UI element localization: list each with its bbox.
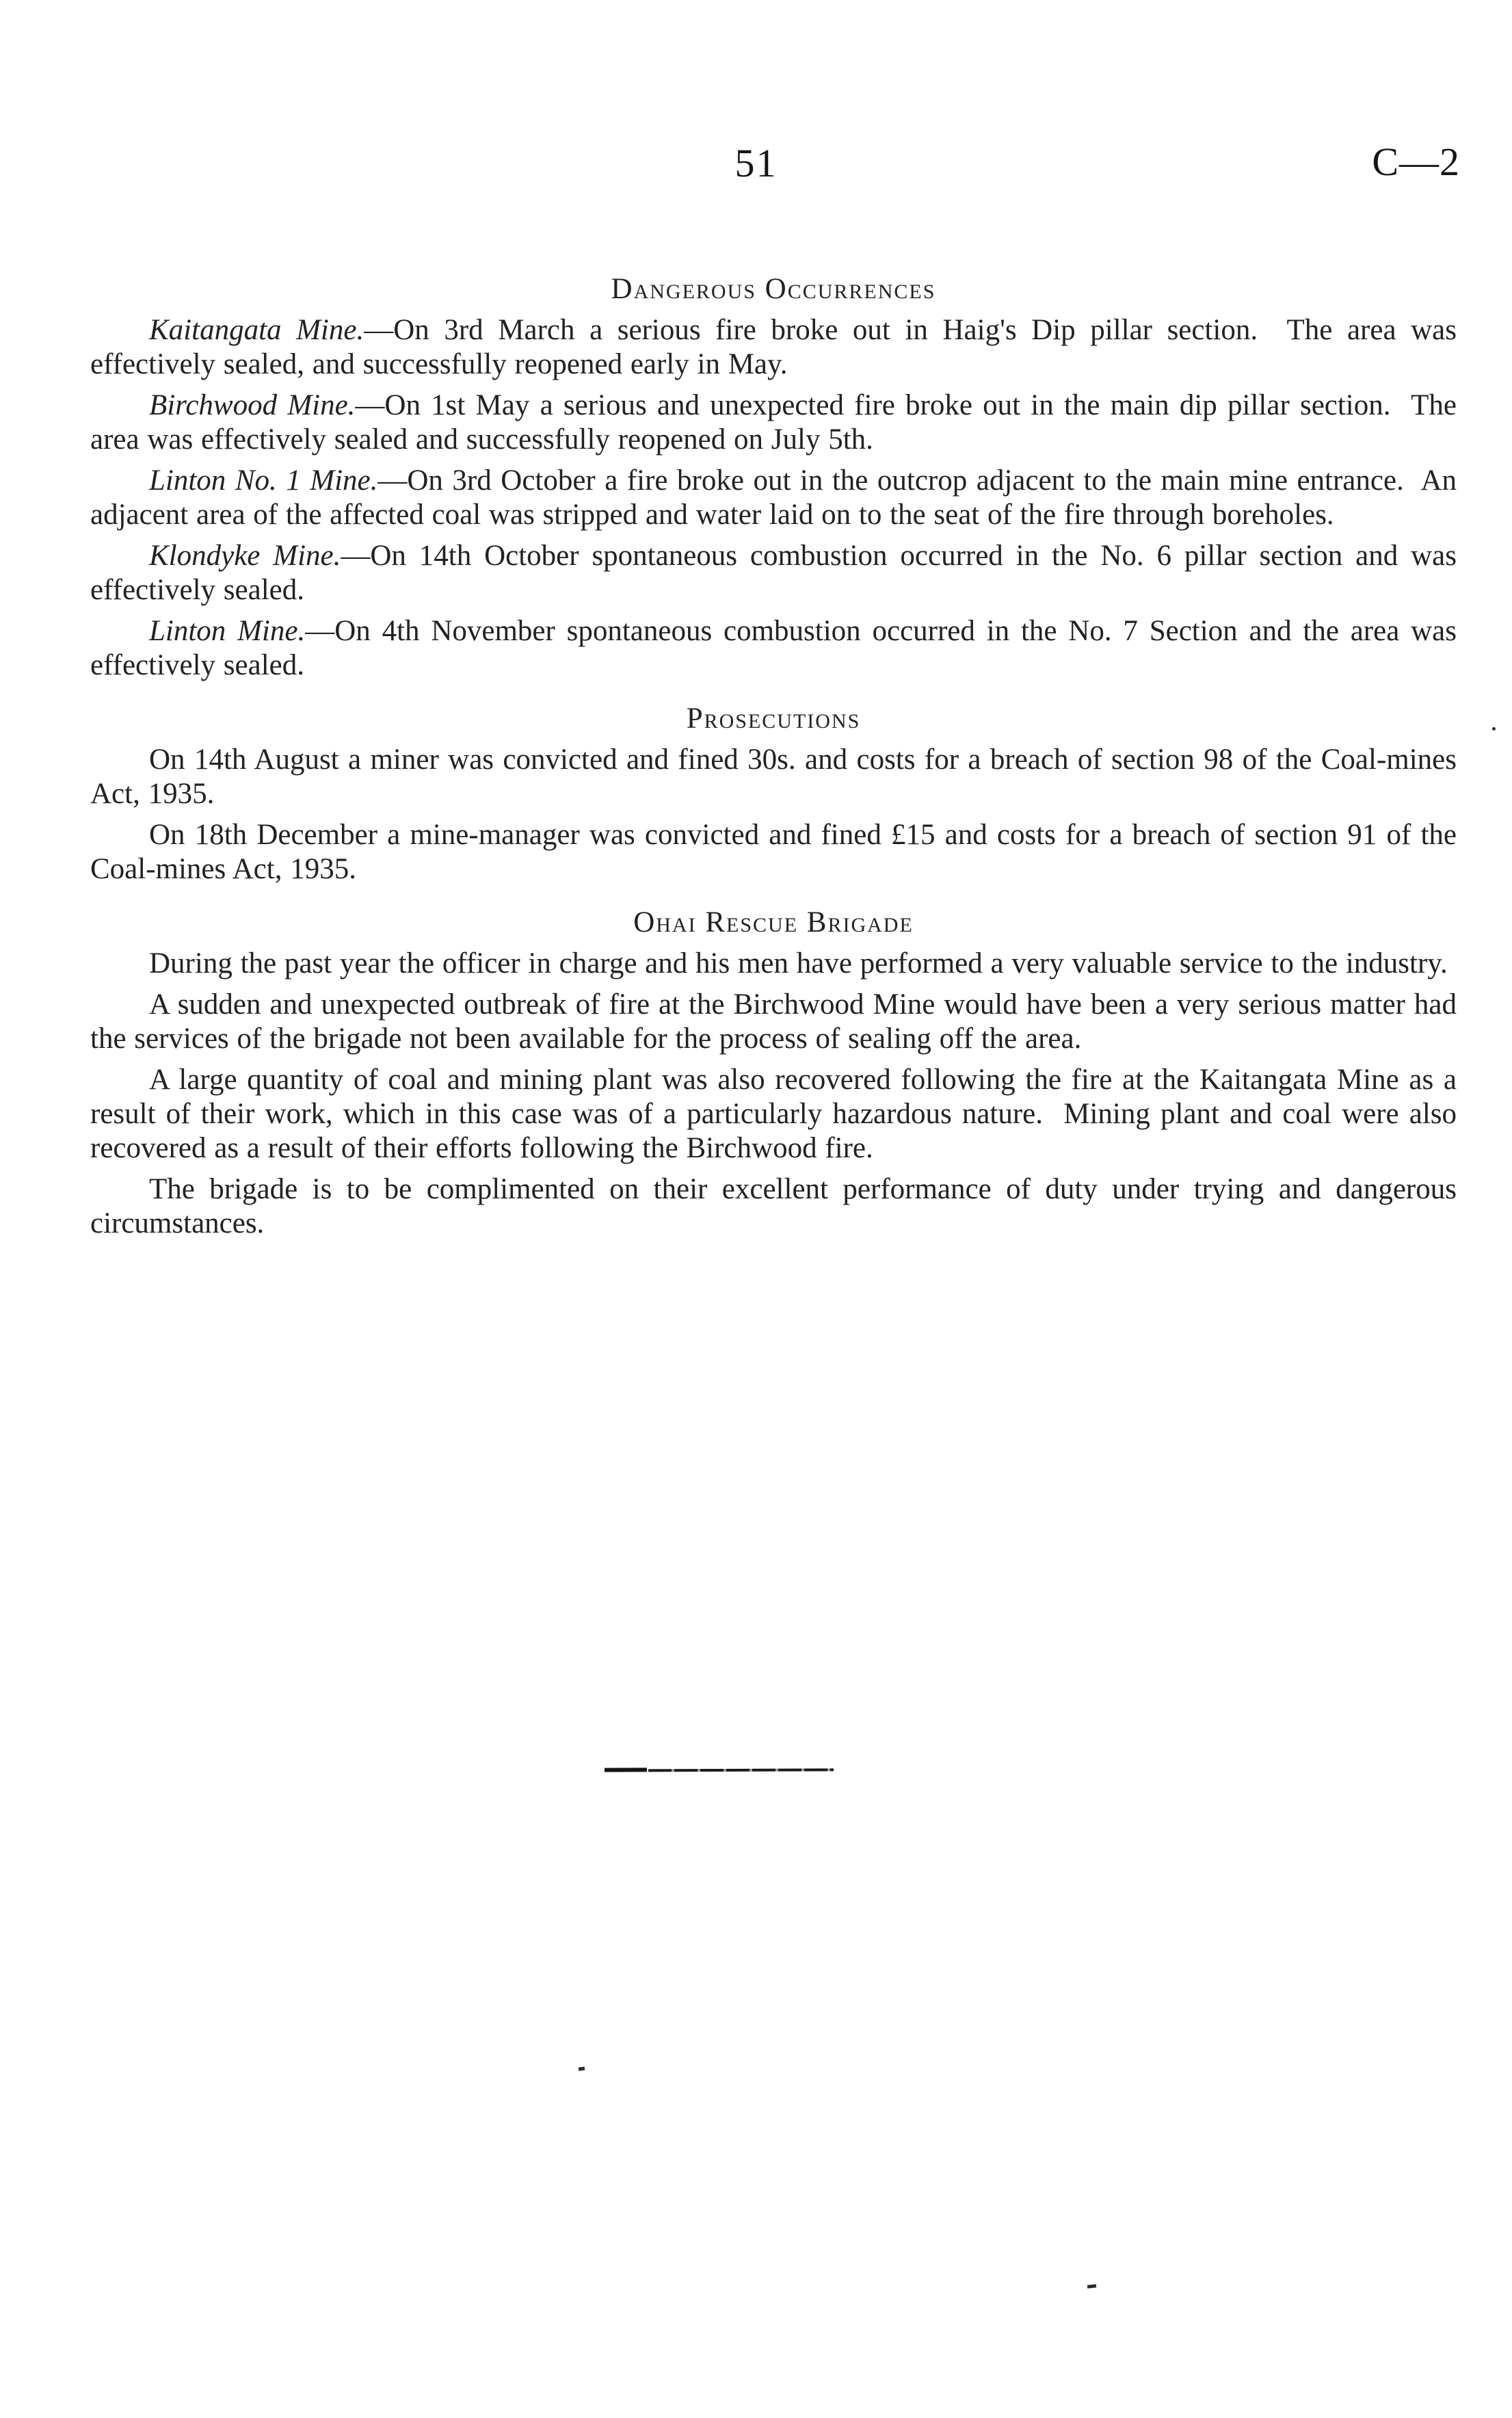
mine-name: Klondyke Mine.: [149, 540, 341, 572]
paragraph-prosecution-manager: [90, 818, 1465, 886]
paragraph-text: —On 3rd October a fire broke out in the outcrop adjacent to the main mine entrance. An adjacent area of the affected coal was stripped and water laid on to the seat of the fire through boreholes.: [90, 464, 1465, 531]
paragraph-prosecution-miner: [90, 743, 1463, 811]
rule-segment: [605, 1767, 647, 1772]
scan-speck: [1087, 2284, 1096, 2288]
paragraph-brigade-compliment: [90, 1172, 1465, 1241]
mine-name: Birchwood Mine.: [149, 389, 356, 421]
scan-speck: [579, 2066, 585, 2071]
paragraph-linton-no1-mine: [90, 464, 1465, 532]
paper-code: C—2: [1372, 140, 1460, 184]
document-body: [90, 253, 1465, 1241]
section-heading: Prosecutions: [686, 702, 861, 735]
section-dangerous-occurrences: [90, 272, 1465, 683]
paragraph-text: A sudden and unexpected outbreak of fire at the Birchwood Mine would have been a very serious matter had the services of the brigade not been available for the process of sealing off the area.: [90, 988, 1465, 1055]
paragraph-brigade-recovery: [90, 1063, 1465, 1166]
paragraph-text: During the past year the officer in charge and his men have performed a very valuable service to the industry.: [149, 947, 1448, 980]
paragraph-birchwood-mine: [90, 389, 1465, 457]
paragraph-text: —On 4th November spontaneous combustion occurred in the No. 7 Section and the area was effectively sealed.: [90, 615, 1465, 681]
paragraph-linton-mine: [90, 614, 1465, 683]
paragraph-text: A large quantity of coal and mining plant was also recovered following the fire at the Kaitangata Mine as a result of their work, which in this case was of a particularly hazardous nature. Mining plant and coal were also recovered as a result of their efforts following the Birchwood fire.: [90, 1064, 1465, 1164]
section-prosecutions: [90, 702, 1465, 886]
mine-name: Linton No. 1 Mine.: [149, 464, 378, 497]
paragraph-text: —On 14th October spontaneous combustion occurred in the No. 6 pillar section and was effectively sealed.: [90, 540, 1465, 606]
paragraph-text: The brigade is to be complimented on their excellent performance of duty under trying and dangerous circumstances.: [90, 1173, 1465, 1239]
paragraph-kaitangata-mine: [90, 313, 1465, 382]
paragraph-brigade-birchwood: [90, 988, 1465, 1056]
scan-speck: [1492, 727, 1496, 731]
mine-name: Linton Mine.: [149, 615, 306, 647]
paragraph-text: —On 3rd March a serious fire broke out in Haig's Dip pillar section. The area was effectively sealed, and successfully reopened early in May.: [90, 314, 1465, 380]
paragraph-text: On 14th August a miner was convicted and fined 30s. and costs for a breach of section 98 of the Coal-mines Act, 1935.: [90, 744, 1463, 810]
paragraph-klondyke-mine: [90, 539, 1465, 607]
paragraph-text: On 18th December a mine-manager was convicted and fined £15 and costs for a breach of section 91 of the Coal-mines Act, 1935.: [90, 819, 1465, 885]
end-of-text-rule: [605, 1767, 834, 1772]
rule-segment: [648, 1768, 834, 1772]
section-heading: Dangerous Occurrences: [611, 273, 936, 305]
page-number: 51: [734, 141, 778, 185]
paragraph-brigade-service: [90, 947, 1457, 981]
mine-name: Kaitangata Mine.: [149, 314, 364, 346]
section-ohai-rescue-brigade: [90, 906, 1465, 1241]
section-heading: Ohai Rescue Brigade: [633, 906, 914, 938]
paragraph-text: —On 1st May a serious and unexpected fire broke out in the main dip pillar section. The area was effectively sealed and successfully reopened on July 5th.: [90, 389, 1465, 456]
